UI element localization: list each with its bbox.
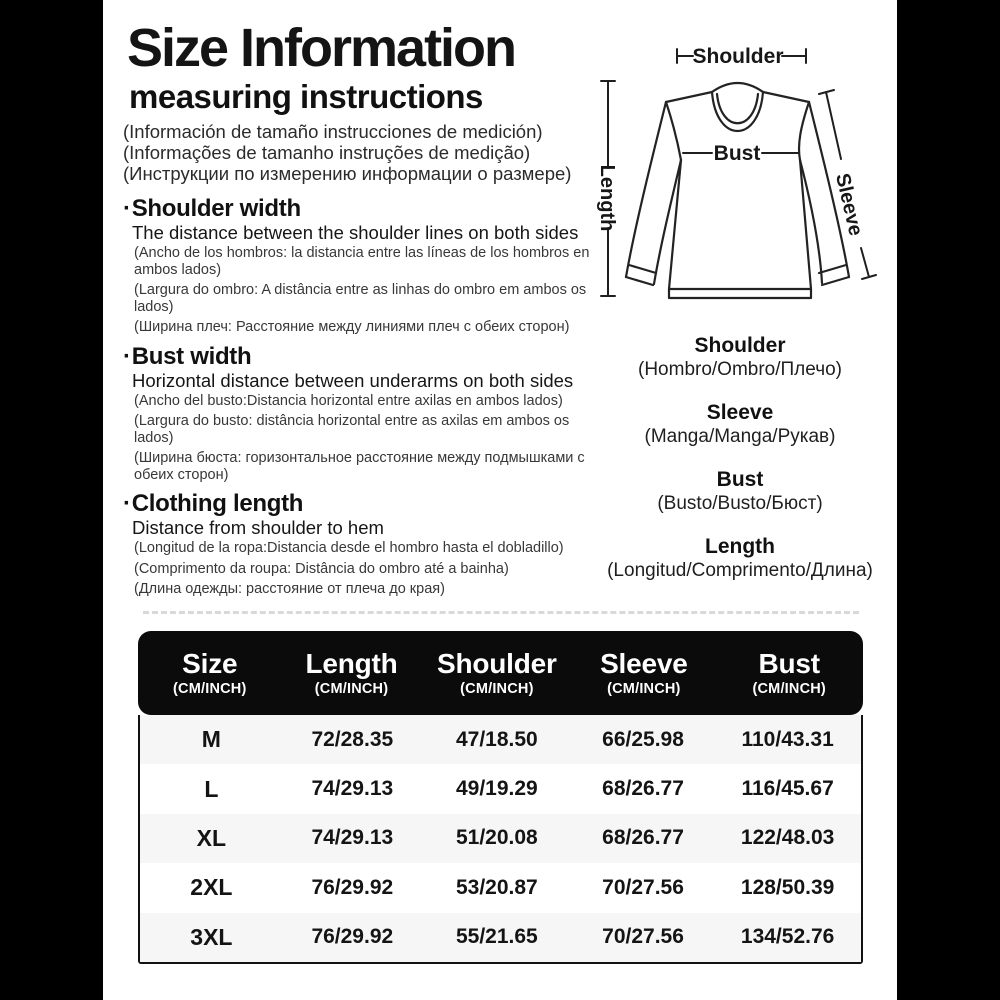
section-bust-width: [123, 344, 608, 484]
glossary-item-length: [590, 535, 890, 582]
column-header-shoulder: [421, 649, 572, 697]
header: [123, 18, 613, 184]
diagram-sleeve-label: Sleeve: [830, 171, 867, 239]
diagram-bust-label: Bust: [713, 142, 761, 165]
subtitle-translation-pt: (Informações de tamanho instruções de medição): [123, 142, 531, 163]
column-unit: (CM/INCH): [460, 681, 534, 697]
column-name: Sleeve: [600, 648, 688, 679]
measurement-lines: [601, 49, 876, 296]
shirt-diagram-svg: [590, 16, 896, 322]
table-row-l: [140, 764, 861, 813]
section-title: [123, 344, 608, 370]
column-unit: (CM/INCH): [173, 681, 247, 697]
section-clothing-length: [123, 491, 608, 598]
page-title: Size Information: [127, 18, 516, 78]
page-subtitle: measuring instructions: [129, 78, 483, 115]
column-header-size: [138, 649, 282, 697]
size-table-header: [138, 631, 863, 715]
glossary-term: Sleeve: [706, 401, 774, 424]
bust-cell: 116/45.67: [741, 777, 834, 801]
shoulder-cell: 51/20.08: [455, 826, 538, 850]
bust-cell: 122/48.03: [740, 826, 835, 850]
table-row-3xl: [140, 913, 861, 962]
shoulder-cell: 55/21.65: [455, 925, 538, 949]
sleeve-cell: 68/26.77: [602, 826, 684, 850]
section-translation-ru: (Длина одежды: расстояние от плеча до края): [134, 581, 445, 597]
section-translation-es: (Ancho de los hombros: la distancia entre las líneas de los hombros en ambos lados): [134, 245, 590, 278]
dashed-divider: [143, 611, 859, 614]
section-title-text: Bust width: [131, 342, 252, 370]
section-translation-ru: (Ширина плеч: Расстояние между линиями плеч с обеих сторон): [134, 319, 570, 335]
glossary-item-sleeve: [590, 401, 890, 448]
glossary-translations: (Manga/Manga/Рукав): [644, 426, 836, 447]
bust-cell: 134/52.76: [740, 925, 835, 949]
section-title: [123, 491, 608, 517]
column-name: Length: [305, 648, 398, 679]
measurement-sections: [123, 196, 608, 606]
glossary-translations: (Hombro/Ombro/Плечо): [638, 359, 842, 380]
length-cell: 72/28.35: [311, 727, 394, 751]
section-shoulder-width: [123, 196, 608, 336]
section-description: Distance from shoulder to hem: [132, 517, 384, 538]
size-cell: M: [201, 726, 221, 753]
section-title-text: Clothing length: [131, 490, 304, 517]
section-translation-pt: (Comprimento da roupa: Distância do ombro até a bainha): [134, 560, 509, 577]
size-cell: XL: [196, 824, 227, 851]
glossary-translations: (Longitud/Comprimento/Длина): [607, 560, 873, 581]
length-cell: 76/29.92: [311, 875, 394, 899]
column-name: Size: [182, 648, 238, 679]
glossary: [590, 334, 890, 602]
section-translation-pt: (Largura do busto: distância horizontal entre as axilas em ambos os lados): [134, 413, 570, 446]
glossary-term: Length: [705, 535, 775, 558]
subtitle-translation-es: (Información de tamaño instrucciones de medición): [123, 121, 543, 142]
diagram-length-label: Length: [596, 164, 618, 232]
size-cell: 2XL: [190, 874, 233, 901]
section-description: Horizontal distance between underarms on both sides: [132, 369, 574, 391]
table-row-xl: [140, 814, 861, 863]
section-translation-es: (Ancho del busto:Distancia horizontal entre axilas en ambos lados): [134, 392, 563, 409]
glossary-item-shoulder: [590, 334, 890, 381]
shirt-outline-icon: [626, 83, 849, 298]
column-unit: (CM/INCH): [607, 681, 681, 697]
size-cell: 3XL: [190, 923, 233, 950]
glossary-term: Shoulder: [694, 334, 786, 357]
table-row-m: [140, 715, 861, 764]
sleeve-cell: 66/25.98: [602, 727, 684, 751]
section-translation-pt: (Largura do ombro: A distância entre as linhas do ombro em ambos os lados): [134, 282, 587, 315]
column-header-length: [282, 649, 422, 697]
size-table: [138, 631, 863, 964]
column-header-bust: [715, 649, 863, 697]
bust-cell: 128/50.39: [740, 875, 835, 899]
shirt-measurement-diagram: [590, 16, 896, 322]
subtitle-translation-ru: (Инструкции по измерению информации о размере): [123, 163, 572, 184]
column-unit: (CM/INCH): [752, 681, 826, 697]
table-row-2xl: [140, 863, 861, 912]
glossary-term: Bust: [716, 468, 764, 491]
sleeve-cell: 70/27.56: [602, 925, 684, 949]
size-table-body: [138, 715, 863, 964]
shoulder-cell: 53/20.87: [455, 875, 538, 899]
section-translation-ru: (Ширина бюста: горизонтальное расстояние между подмышками с обеих сторон): [134, 450, 585, 483]
section-description: The distance between the shoulder lines on both sides: [132, 222, 579, 243]
column-unit: (CM/INCH): [314, 681, 389, 697]
bullet-dot: ·: [123, 490, 131, 517]
bust-cell: 110/43.31: [741, 727, 834, 751]
column-name: Bust: [758, 648, 820, 679]
shoulder-cell: 47/18.50: [455, 727, 538, 751]
glossary-item-bust: [590, 468, 890, 515]
column-header-sleeve: [572, 649, 715, 697]
sleeve-cell: 70/27.56: [602, 875, 684, 899]
length-cell: 74/29.13: [311, 826, 394, 850]
section-title: [123, 196, 608, 222]
length-cell: 76/29.92: [311, 925, 394, 949]
length-cell: 74/29.13: [311, 777, 394, 801]
size-cell: L: [204, 775, 219, 802]
section-translation-es: (Longitud de la ropa:Distancia desde el hombro hasta el dobladillo): [134, 540, 564, 556]
diagram-shoulder-label: Shoulder: [692, 45, 784, 68]
content-panel: [103, 0, 897, 1000]
glossary-translations: (Busto/Busto/Бюст): [657, 493, 823, 514]
column-name: Shoulder: [436, 648, 557, 679]
sleeve-cell: 68/26.77: [602, 777, 684, 801]
section-title-text: Shoulder width: [131, 195, 301, 222]
bullet-dot: ·: [123, 342, 131, 370]
bullet-dot: ·: [123, 195, 131, 222]
shoulder-cell: 49/19.29: [455, 777, 538, 801]
